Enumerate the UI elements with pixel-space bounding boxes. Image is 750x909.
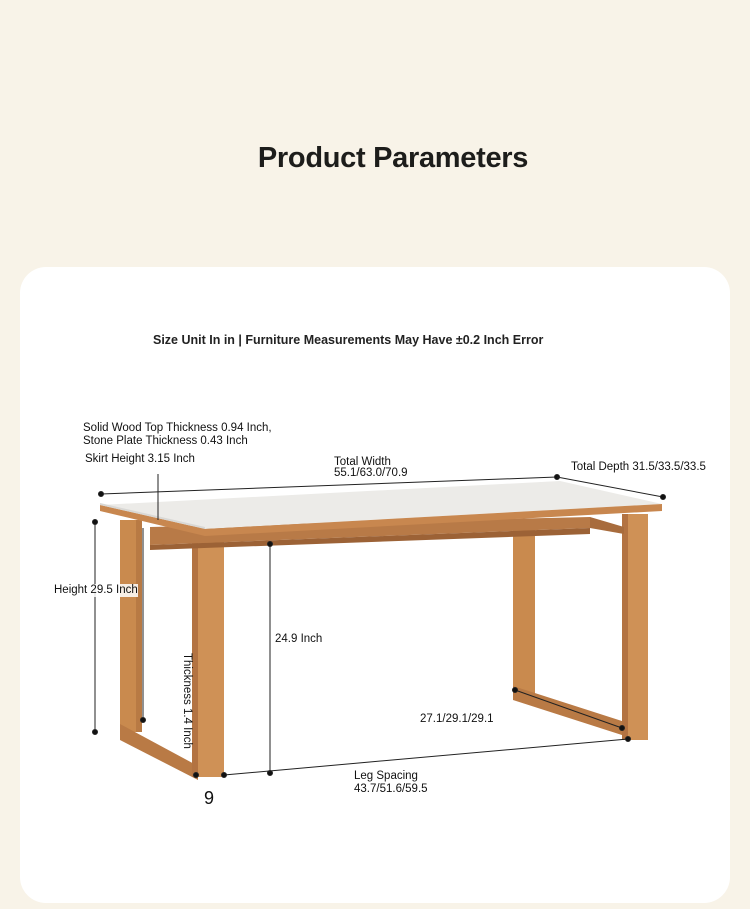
clearance-label: 24.9 Inch (275, 633, 323, 645)
top-thickness-label: Solid Wood Top Thickness 0.94 Inch, (83, 422, 272, 434)
inner-depth-label: 27.1/29.1/29.1 (420, 713, 494, 725)
total-width-label: Total Width (334, 456, 391, 468)
page-title: Product Parameters (257, 142, 529, 174)
leg-spacing-value: 43.7/51.6/59.5 (354, 783, 428, 795)
measurement-note: Size Unit In in | Furniture Measurements May Have ±0.2 Inch Error (153, 333, 544, 347)
skirt-height-label: Skirt Height 3.15 Inch (85, 453, 195, 465)
leg-thickness-label: Thickness 1.4 Inch (181, 653, 193, 749)
total-width-value: 55.1/63.0/70.9 (334, 467, 408, 479)
back-leg-right (513, 528, 625, 736)
stone-thickness-label: Stone Plate Thickness 0.43 Inch (83, 435, 248, 447)
leg-spacing-label: Leg Spacing (354, 770, 418, 782)
total-depth-label: Total Depth 31.5/33.5/33.5 (571, 461, 706, 473)
height-label: Height 29.5 Inch (54, 584, 138, 596)
front-leg-right (622, 514, 648, 740)
front-leg-left (120, 520, 224, 780)
leg-width-digit: 9 (204, 788, 215, 808)
